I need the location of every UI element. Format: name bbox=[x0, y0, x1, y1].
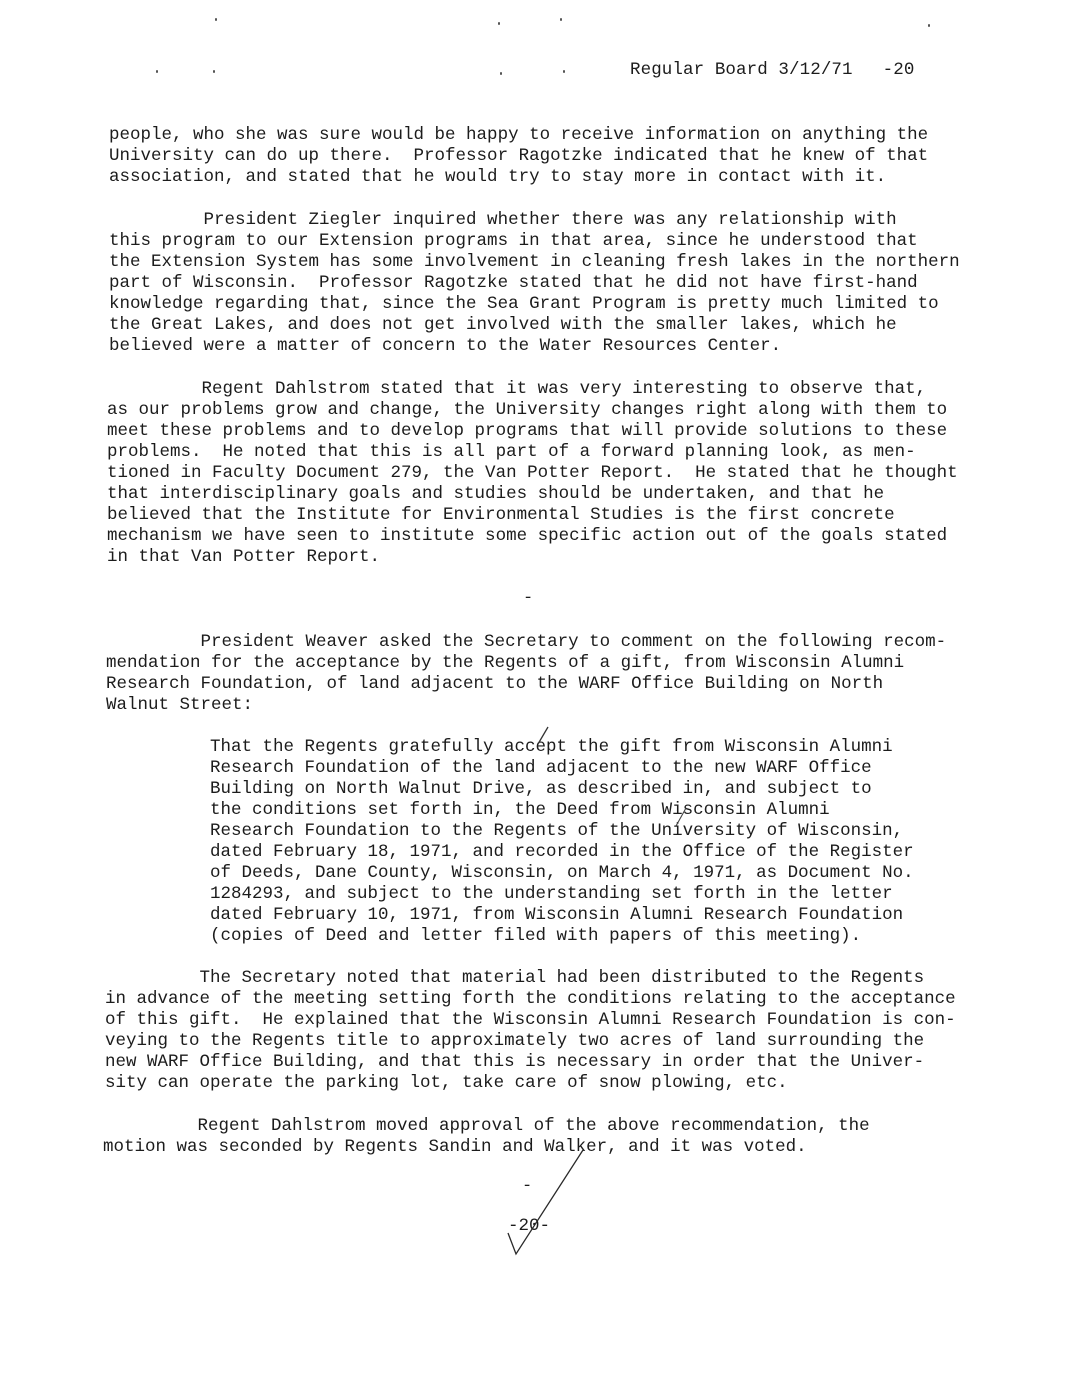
scan-speck bbox=[560, 18, 562, 21]
scan-speck bbox=[563, 70, 565, 73]
text-line: tioned in Faculty Document 279, the Van Potter Report. He stated that he thought bbox=[107, 463, 958, 483]
scan-speck bbox=[928, 24, 930, 27]
text-line: The Secretary noted that material had been distributed to the Regents bbox=[105, 968, 925, 988]
text-line: University can do up there. Professor Ragotzke indicated that he knew of that bbox=[109, 146, 929, 166]
text-line: mendation for the acceptance by the Regents of a gift, from Wisconsin Alumni bbox=[106, 653, 905, 673]
text-line: knowledge regarding that, since the Sea Grant Program is pretty much limited to bbox=[109, 294, 939, 314]
text-line: Research Foundation, of land adjacent to the WARF Office Building on North bbox=[106, 674, 884, 694]
page-footer-number: -20- bbox=[508, 1216, 551, 1236]
text-line: Building on North Walnut Drive, as described in, and subject to bbox=[210, 779, 872, 799]
scan-speck bbox=[156, 70, 158, 73]
text-line: new WARF Office Building, and that this is necessary in order that the Univer- bbox=[105, 1052, 925, 1072]
text-line: President Ziegler inquired whether there was any relationship with bbox=[109, 210, 897, 230]
text-line: dated February 18, 1971, and recorded in the Office of the Register bbox=[210, 842, 914, 862]
text-line: Walnut Street: bbox=[106, 695, 254, 715]
text-line: problems. He noted that this is all part of a forward planning look, as men- bbox=[107, 442, 916, 462]
text-line: the Extension System has some involvement in cleaning fresh lakes in the northern bbox=[109, 252, 960, 272]
text-line: 1284293, and subject to the understanding set forth in the letter bbox=[210, 884, 893, 904]
text-line: in advance of the meeting setting forth the conditions relating to the acceptance bbox=[105, 989, 956, 1009]
text-line: the Great Lakes, and does not get involved with the smaller lakes, which he bbox=[109, 315, 897, 335]
text-line: mechanism we have seen to institute some specific action out of the goals stated bbox=[107, 526, 948, 546]
text-line: part of Wisconsin. Professor Ragotzke stated that he did not have first-hand bbox=[109, 273, 918, 293]
text-line: of Deeds, Dane County, Wisconsin, on March 4, 1971, as Document No. bbox=[210, 863, 914, 883]
text-line: President Weaver asked the Secretary to comment on the following recom- bbox=[106, 632, 947, 652]
text-line: believed that the Institute for Environmental Studies is the first concrete bbox=[107, 505, 895, 525]
text-line: in that Van Potter Report. bbox=[107, 547, 381, 567]
scan-speck bbox=[213, 70, 215, 73]
text-line: believed were a matter of concern to the Water Resources Center. bbox=[109, 336, 782, 356]
text-line: that interdisciplinary goals and studies should be undertaken, and that he bbox=[107, 484, 885, 504]
text-line: veying to the Regents title to approximately two acres of land surrounding the bbox=[105, 1031, 925, 1051]
text-line: sity can operate the parking lot, take care of snow plowing, etc. bbox=[105, 1073, 788, 1093]
header-page-number: -20 bbox=[882, 60, 915, 80]
page-header bbox=[630, 60, 914, 80]
section-separator: - bbox=[522, 1177, 533, 1196]
text-line: the conditions set forth in, the Deed from Wisconsin Alumni bbox=[210, 800, 830, 820]
text-line: Research Foundation to the Regents of the University of Wisconsin, bbox=[210, 821, 904, 841]
text-line: That the Regents gratefully accept the gift from Wisconsin Alumni bbox=[210, 737, 893, 757]
text-line: this program to our Extension programs in that area, since he understood that bbox=[109, 231, 918, 251]
text-line: Regent Dahlstrom moved approval of the above recommendation, the bbox=[103, 1116, 870, 1136]
text-line: motion was seconded by Regents Sandin and Walker, and it was voted. bbox=[103, 1137, 807, 1157]
header-title: Regular Board 3/12/71 bbox=[630, 60, 853, 80]
text-line: as our problems grow and change, the University changes right along with them to bbox=[107, 400, 948, 420]
text-line: (copies of Deed and letter filed with papers of this meeting). bbox=[210, 926, 862, 946]
text-line: Regent Dahlstrom stated that it was very interesting to observe that, bbox=[107, 379, 927, 399]
text-line: dated February 10, 1971, from Wisconsin Alumni Research Foundation bbox=[210, 905, 904, 925]
scan-speck bbox=[215, 18, 217, 21]
text-line: people, who she was sure would be happy to receive information on anything the bbox=[109, 125, 929, 145]
scan-speck bbox=[500, 72, 502, 75]
section-separator: - bbox=[523, 589, 534, 608]
text-line: association, and stated that he would try to stay more in contact with it. bbox=[109, 167, 887, 187]
text-line: of this gift. He explained that the Wisconsin Alumni Research Foundation is con- bbox=[105, 1010, 956, 1030]
text-line: meet these problems and to develop programs that will provide solutions to these bbox=[107, 421, 948, 441]
scan-speck bbox=[498, 22, 500, 25]
text-line: Research Foundation of the land adjacent to the new WARF Office bbox=[210, 758, 872, 778]
